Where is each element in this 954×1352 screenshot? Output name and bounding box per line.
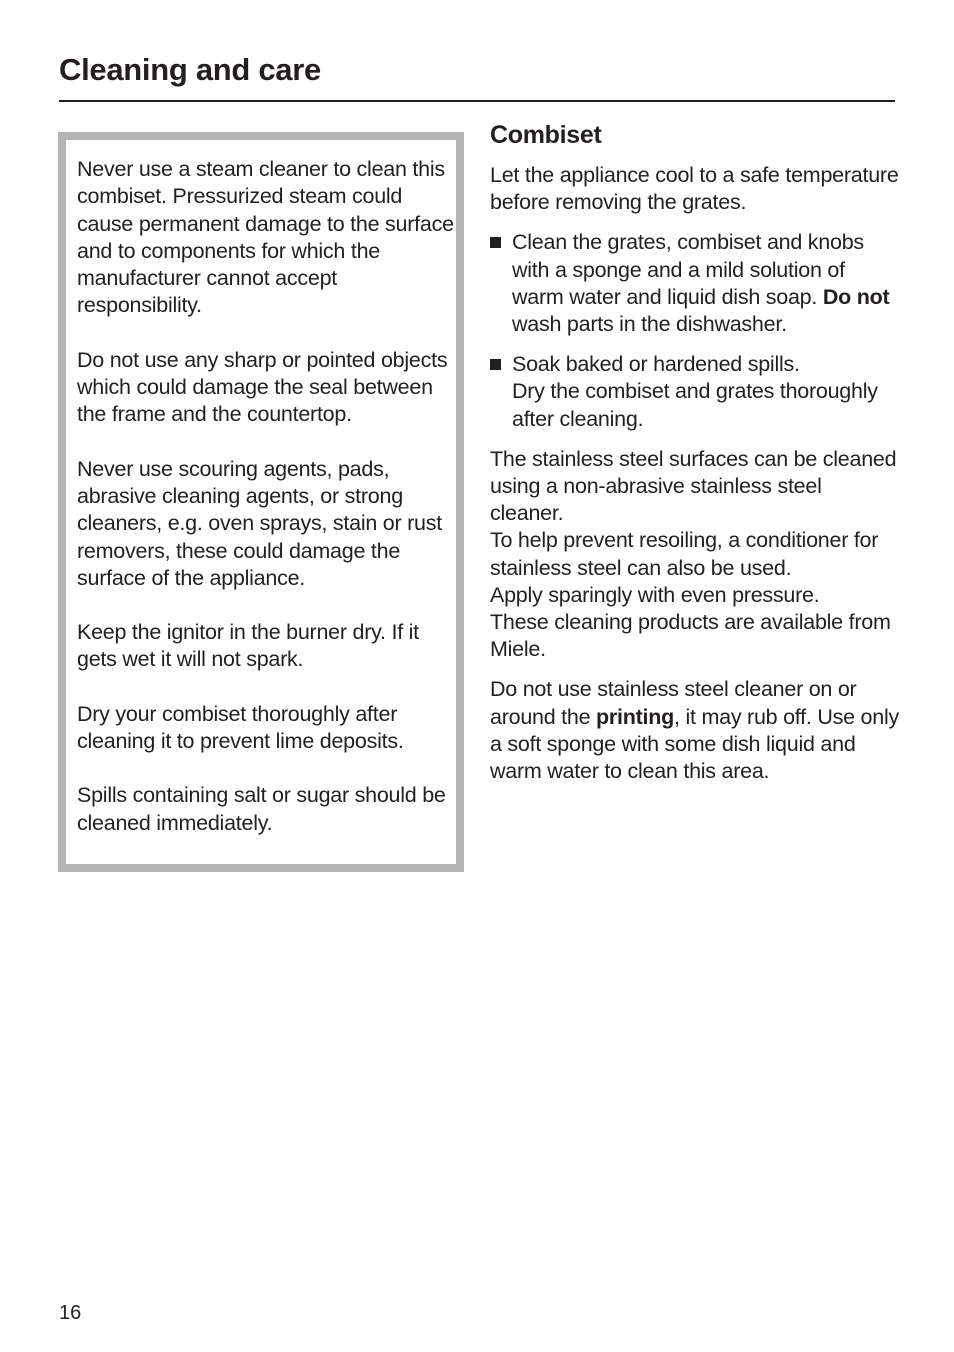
stainless-text: These cleaning products are available from Miele. — [490, 610, 891, 662]
list-item — [490, 229, 900, 338]
list-item — [490, 351, 900, 433]
stainless-text: Apply sparingly with even pressure. — [490, 582, 820, 607]
combiset-section — [490, 118, 900, 798]
warning-paragraph: Keep the ignitor in the burner dry. If it gets wet it will not spark. — [77, 620, 419, 672]
warning-paragraph: Never use a steam cleaner to clean this combiset. Pressurized steam could cause permanent damage to the surface and to components for which the manufacturer cannot accept responsibility. — [77, 157, 454, 318]
instruction-list — [490, 229, 900, 432]
stainless-text: The stainless steel surfaces can be cleaned using a non-abrasive stainless steel cleaner. — [490, 446, 897, 526]
bullet-text: Soak baked or hardened spills. — [512, 352, 800, 377]
bullet-text: wash parts in the dishwasher. — [512, 312, 787, 337]
warning-paragraph: Spills containing salt or sugar should be cleaned immediately. — [77, 783, 446, 835]
warning-box — [58, 132, 464, 872]
section-heading: Combiset — [490, 121, 602, 149]
warning-paragraph: Dry your combiset thoroughly after cleaning it to prevent lime deposits. — [77, 701, 404, 754]
printing-text: Do not use stainless steel cleaner on or around the — [490, 677, 857, 729]
square-bullet-icon — [490, 237, 501, 248]
bullet-emphasis: Do not — [822, 284, 890, 309]
bullet-text: Clean the grates, combiset and knobs with a sponge and a mild solution of warm water and liquid dish soap. — [512, 230, 864, 309]
printing-paragraph — [490, 676, 900, 785]
warning-paragraph: Do not use any sharp or pointed objects which could damage the seal between the frame and the countertop. — [77, 347, 448, 427]
stainless-steel-paragraph — [490, 446, 900, 664]
bullet-text: Dry the combiset and grates thoroughly after cleaning. — [512, 379, 878, 431]
title-divider — [59, 100, 895, 102]
printing-text: , it may rub off. Use only a soft sponge with some dish liquid and warm water to clean this area. — [490, 704, 899, 784]
page-title: Cleaning and care — [59, 52, 321, 87]
stainless-text: To help prevent resoiling, a conditioner for stainless steel can also be used. — [490, 528, 879, 580]
square-bullet-icon — [490, 359, 501, 370]
intro-paragraph: Let the appliance cool to a safe temperature before removing the grates. — [490, 163, 899, 215]
warning-paragraph: Never use scouring agents, pads, abrasive cleaning agents, or strong cleaners, e.g. oven sprays, stain or rust removers, these could damage the surface of the appliance. — [77, 456, 442, 590]
page-number: 16 — [59, 1302, 82, 1324]
printing-emphasis: printing — [596, 704, 675, 729]
